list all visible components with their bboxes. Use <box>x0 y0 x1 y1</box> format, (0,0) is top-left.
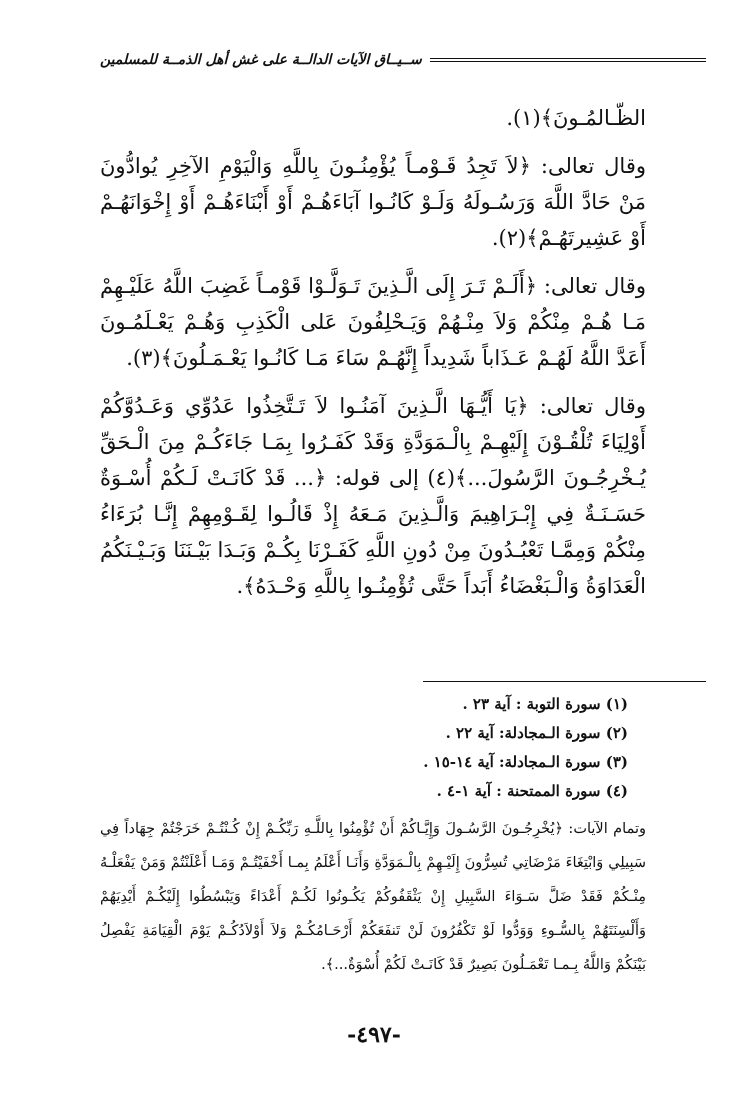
paragraph: الظّـالمُـونَ﴾(١). <box>506 106 646 130</box>
footnote: (٤) سورة الممتحنة : آية ١-٤ . <box>436 782 628 800</box>
main-text <box>100 100 646 604</box>
footnote: (٣) سورة الـمجادلة: آية ١٤-١٥ . <box>423 753 628 771</box>
page-number: -٤٩٧- <box>347 1022 401 1048</box>
verses-completion-text: وتمام الآيات: ﴿يُخْرِجُـونَ الرَّسُـولَ وَإِيَّـاكُمْ أَنْ تُؤْمِنُوا بِاللَّـهِ رَبِّكُـمْ إِنْ كُـنْتُـمْ خَرَجْتُمْ جِهَاداً فِي سَبِيلِي وَابْتِغَاءَ مَرْضَاتِي تُسِرُّونَ إِلَيْـهِمْ بِالْـمَوَدَّةِ وَأَنَـا أَعْلَمُ بِمـا أَخْفَيْتُـمْ وَمَـا أَعْلَنْتُمْ وَمَنْ يَفْعَلْـهُ مِنْـكُمْ فَقَدْ ضَلَّ سَـوَاءَ السَّبِيلِ إِنْ يَثْقَفُوكُمْ يَكُـونُوا لَكُـمْ أَعْدَاءً وَيَبْسُطُوا إِلَيْكُـمْ أَيْدِيَهُمْ وَأَلْسِنَتَهُمْ بِالسُّـوءِ وَوَدُّوا لَوْ تَكْفُرُونَ لَنْ تَنفَعَكُمْ أَرْحَـامُكُـمْ وَلاَ أَوْلاَدُكُـمْ يَوْمَ الْقِيَامَةِ يَفْصِلُ بَيْنَكُمْ وَاللَّهُ بِـمـا تَعْمَـلُونَ بَصِيرٌ قَدْ كَانَـتْ لَكُمْ أُسْوَةٌ...﴾. <box>100 821 646 973</box>
header-rule-right <box>430 58 706 62</box>
footnotes <box>148 690 628 806</box>
verses-completion-note <box>100 812 646 982</box>
paragraph: وقال تعالى: ﴿يَا أَيُّـهَا الَّـذِينَ آمَنُـوا لاَ تَـتَّخِذُوا عَدُوِّي وَعَـدُوَّكُمْ أَوْلِيَاءَ تُلْقُـوْنَ إِلَيْهِـمْ بِالْـمَوَدَّةِ وَقَدْ كَفَـرُوا بِمَـا جَاءَكُـمْ مِنَ الْـحَقِّ يُـخْرِجُـونَ الرَّسُولَ...﴾(٤) إلى قوله: ﴿... قَدْ كَانَـتْ لَـكُمْ أُسْـوَةٌ حَسَـنَـةٌ فِي إِبْـرَاهِيمَ وَالَّـذِينَ مَـعَهُ إِذْ قَالُـوا لِقَـوْمِهِمْ إِنَّـا بُرَءَاءُ مِنْكُمْ وَمِمَّـا تَعْبُـدُونَ مِنْ دُونِ اللَّهِ كَفَـرْنَا بِكُـمْ وَبَـدَا بَيْـنَنَا وَبَـيْـنَكُمُ الْعَدَاوَةُ وَالْـبَغْضَاءُ أَبَداً حَتَّى تُؤْمِنُـوا بِاللَّهِ وَحْـدَهُ﴾. <box>100 394 646 598</box>
running-title: ســيــاق الآيات الدالــة على غش أهل الذمــة للمسلمين <box>100 52 422 68</box>
running-header <box>100 52 706 68</box>
footnote: (٢) سورة الـمجادلة: آية ٢٢ . <box>445 724 628 742</box>
footnote-separator <box>423 681 706 682</box>
paragraph: وقال تعالى: ﴿أَلَـمْ تَـرَ إِلَى الَّـذِينَ تَـوَلَّـوْا قَوْمـاً غَضِبَ اللَّهُ عَلَيْـهِمْ مَـا هُـمْ مِنْكُمْ وَلاَ مِنْـهُمْ وَيَـحْلِفُونَ عَلى الْكَذِبِ وَهُـمْ يَعْـلَمُـونَ أَعَدَّ اللَّهُ لَهُـمْ عَـذَاباً شَدِيداً إِنَّهُـمْ سَاءَ مَـا كَانُـوا يَعْـمَـلُونَ﴾(٣). <box>100 274 646 370</box>
footnote: (١) سورة التوبة : آية ٢٣ . <box>462 695 628 713</box>
paragraph: وقال تعالى: ﴿لاَ تَجِدُ قَـوْمـاً يُؤْمِنُـونَ بِاللَّهِ وَالْيَوْمِ الآخِرِ يُوادُّونَ مَنْ حَادَّ اللَّهَ وَرَسُـولَهُ وَلَـوْ كَانُـوا آبَاءَهُـمْ أَوْ أَبْنَاءَهُـمْ أَوْ إِخْوَانَهُـمْ أَوْ عَشِيرتَهُـمْ﴾(٢). <box>100 154 646 250</box>
